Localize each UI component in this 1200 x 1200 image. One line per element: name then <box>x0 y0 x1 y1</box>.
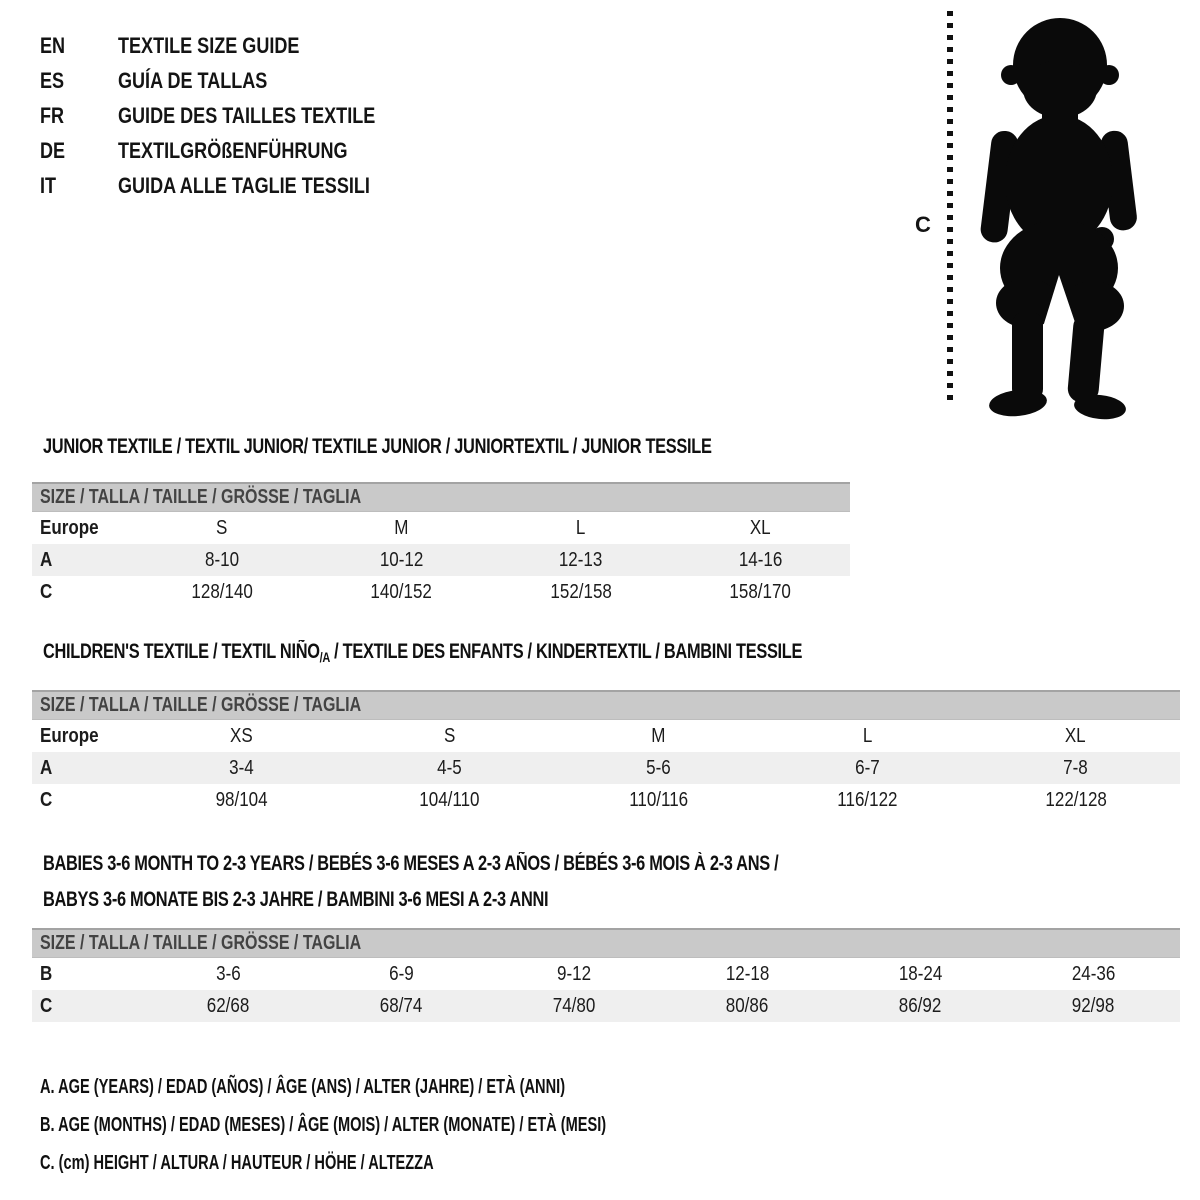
junior-size-header-bar <box>32 482 850 512</box>
language-row-it <box>40 168 432 203</box>
junior-row-label-c: C <box>40 580 53 603</box>
guide-title-it: GUIDA ALLE TAGLIE TESSILI <box>118 172 370 198</box>
babies-size-header-bar <box>32 928 1180 958</box>
junior-section-title-text: JUNIOR TEXTILE / TEXTIL JUNIOR/ TEXTILE JUNIOR / JUNIORTEXTIL / JUNIOR TESSILE <box>43 435 712 458</box>
children-title-post: / TEXTILE DES ENFANTS / KINDERTEXTIL / BAMBINI TESSILE <box>329 640 803 663</box>
children-row-label-a: A <box>40 756 53 779</box>
height-measure-label: C <box>915 212 931 237</box>
size-value-cell: 110/116 <box>629 788 688 811</box>
size-value-cell: 5-6 <box>646 756 671 779</box>
legend-line-c-text: C. (cm) HEIGHT / ALTURA / HAUTEUR / HÖHE / ALTEZZA <box>40 1152 434 1174</box>
size-value-cell: 74/80 <box>553 994 596 1017</box>
children-section-title <box>43 640 1016 665</box>
junior-col-l: L <box>576 516 586 539</box>
toddler-figure <box>979 18 1138 422</box>
toddler-silhouette-icon <box>890 5 1190 430</box>
children-size-table <box>32 690 1180 816</box>
size-value-cell: 12-18 <box>725 962 770 985</box>
babies-height-row <box>32 990 1180 1022</box>
language-code-en: EN <box>40 32 66 58</box>
size-value-cell: 18-24 <box>898 962 943 985</box>
babies-title-line2: BABYS 3-6 MONATE BIS 2-3 JAHRE / BAMBINI 3-6 MESI A 2-3 ANNI <box>43 888 549 911</box>
children-height-row <box>32 784 1180 816</box>
size-value-cell: 10-12 <box>379 548 423 571</box>
guide-title-fr: GUIDE DES TAILLES TEXTILE <box>118 102 376 128</box>
size-value-cell: 116/122 <box>836 788 898 811</box>
size-value-cell: 4-5 <box>437 756 463 779</box>
junior-section-title <box>43 435 900 459</box>
babies-title-line1: BABIES 3-6 MONTH TO 2-3 YEARS / BEBÉS 3-6 MESES A 2-3 AÑOS / BÉBÉS 3-6 MOIS À 2-3 ANS / <box>43 852 779 875</box>
language-code-it: IT <box>40 172 57 198</box>
language-row-de <box>40 133 432 168</box>
legend-line-c <box>40 1144 816 1182</box>
size-value-cell: 104/110 <box>419 788 480 811</box>
children-col-xl: XL <box>1065 724 1087 747</box>
babies-size-header-label: SIZE / TALLA / TAILLE / GRÖSSE / TAGLIA <box>40 932 362 954</box>
size-value-cell: 7-8 <box>1063 756 1088 779</box>
babies-section-title <box>43 846 986 918</box>
size-value-cell: 12-13 <box>559 548 603 571</box>
babies-months-row <box>32 958 1180 990</box>
language-row-es <box>40 63 432 98</box>
language-title-list <box>40 28 432 203</box>
language-row-en <box>40 28 432 63</box>
junior-row-label-a: A <box>40 548 53 571</box>
children-size-header-label: SIZE / TALLA / TAILLE / GRÖSSE / TAGLIA <box>40 694 362 716</box>
children-row-label-c: C <box>40 788 53 811</box>
guide-title-de: TEXTILGRÖßENFÜHRUNG <box>118 137 348 163</box>
legend-line-a <box>40 1068 816 1106</box>
children-region-label: Europe <box>40 724 99 747</box>
size-value-cell: 140/152 <box>370 580 432 603</box>
children-section-title-text <box>43 640 802 665</box>
guide-title-en: TEXTILE SIZE GUIDE <box>118 32 300 58</box>
size-value-cell: 158/170 <box>729 580 791 603</box>
babies-row-label-c: C <box>40 994 53 1017</box>
junior-col-xl: XL <box>749 516 771 539</box>
junior-age-row <box>32 544 850 576</box>
children-col-s: S <box>444 724 456 747</box>
size-value-cell: 14-16 <box>738 548 782 571</box>
size-value-cell: 3-6 <box>216 962 241 985</box>
size-value-cell: 6-7 <box>854 756 880 779</box>
size-value-cell: 98/104 <box>215 788 268 811</box>
junior-columns-row <box>32 512 850 544</box>
size-value-cell: 62/68 <box>207 994 250 1017</box>
junior-size-header-label: SIZE / TALLA / TAILLE / GRÖSSE / TAGLIA <box>40 486 362 508</box>
children-col-l: L <box>862 724 872 747</box>
guide-title-es: GUÍA DE TALLAS <box>118 67 268 93</box>
junior-region-label: Europe <box>40 516 99 539</box>
children-col-xs: XS <box>229 724 253 747</box>
legend-line-b <box>40 1106 816 1144</box>
size-value-cell: 80/86 <box>726 994 769 1017</box>
legend-line-b-text: B. AGE (MONTHS) / EDAD (MESES) / ÂGE (MOIS) / ALTER (MONATE) / ETÀ (MESI) <box>40 1114 607 1136</box>
babies-size-table <box>32 928 1180 1022</box>
size-value-cell: 86/92 <box>899 994 942 1017</box>
legend <box>40 1068 816 1182</box>
size-value-cell: 9-12 <box>557 962 592 985</box>
language-code-de: DE <box>40 137 66 163</box>
legend-line-a-text: A. AGE (YEARS) / EDAD (AÑOS) / ÂGE (ANS) / ALTER (JAHRE) / ETÀ (ANNI) <box>40 1076 566 1098</box>
children-col-m: M <box>651 724 666 747</box>
junior-size-table <box>32 482 850 608</box>
size-value-cell: 92/98 <box>1072 994 1115 1017</box>
size-value-cell: 3-4 <box>229 756 254 779</box>
children-age-row <box>32 752 1180 784</box>
junior-height-row <box>32 576 850 608</box>
size-value-cell: 8-10 <box>204 548 239 571</box>
size-value-cell: 122/128 <box>1044 788 1107 811</box>
children-columns-row <box>32 720 1180 752</box>
language-code-es: ES <box>40 67 65 93</box>
size-value-cell: 152/158 <box>550 580 612 603</box>
size-value-cell: 128/140 <box>191 580 253 603</box>
size-value-cell: 24-36 <box>1071 962 1116 985</box>
children-size-header-bar <box>32 690 1180 720</box>
language-row-fr <box>40 98 432 133</box>
size-value-cell: 68/74 <box>380 994 423 1017</box>
babies-row-label-b: B <box>40 962 53 985</box>
children-title-sub: /A <box>319 649 330 665</box>
junior-col-s: S <box>216 516 228 539</box>
language-code-fr: FR <box>40 102 65 128</box>
size-value-cell: 6-9 <box>389 962 414 985</box>
children-title-pre: CHILDREN'S TEXTILE / TEXTIL NIÑO <box>43 640 320 663</box>
junior-col-m: M <box>394 516 409 539</box>
